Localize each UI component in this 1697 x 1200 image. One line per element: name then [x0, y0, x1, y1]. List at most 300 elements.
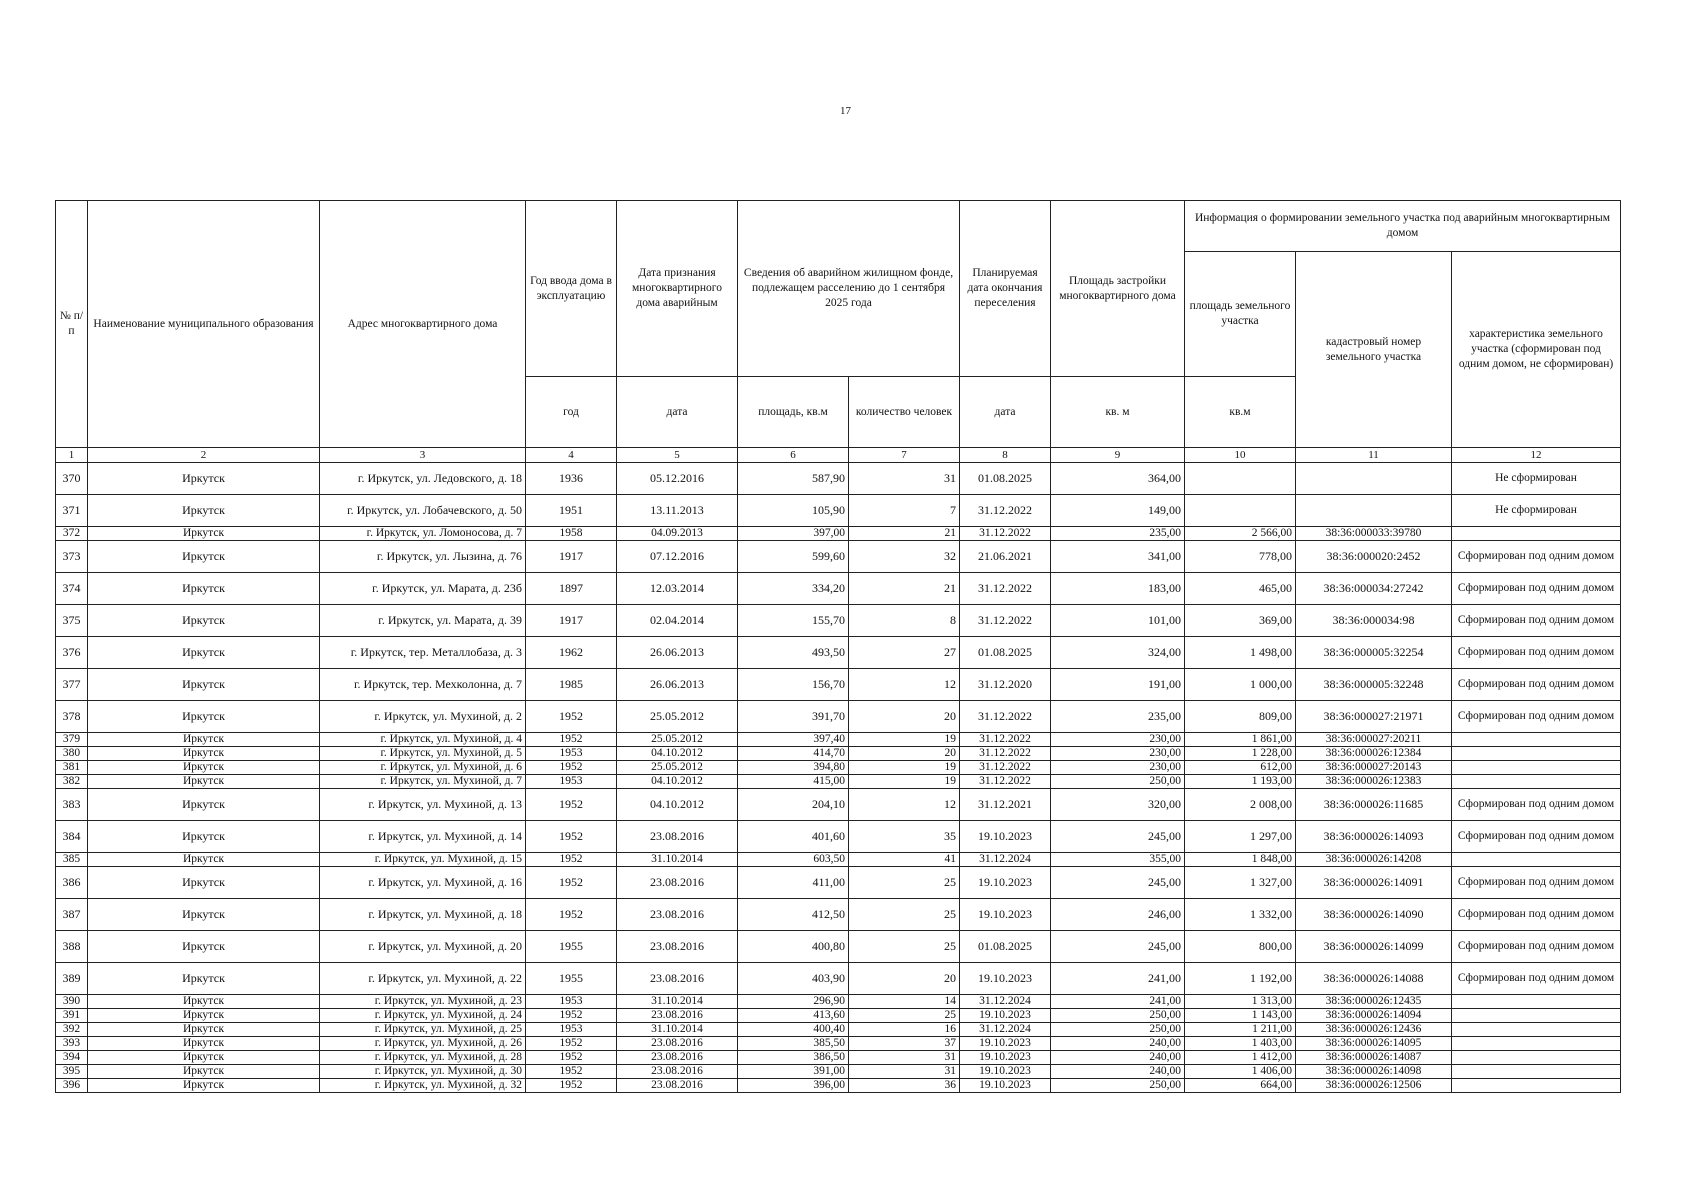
header-land-area: площадь земельного участка — [1185, 252, 1296, 377]
municipality-cell: Иркутск — [88, 637, 320, 669]
planned-date-cell: 19.10.2023 — [960, 1009, 1051, 1023]
year-cell: 1952 — [526, 821, 617, 853]
row-number-cell: 372 — [56, 527, 88, 541]
land-characteristic-cell: Сформирован под одним домом — [1452, 789, 1621, 821]
column-number: 8 — [960, 448, 1051, 463]
land-characteristic-cell: Сформирован под одним домом — [1452, 899, 1621, 931]
column-number: 11 — [1296, 448, 1452, 463]
address-cell: г. Иркутск, ул. Мухиной, д. 23 — [320, 995, 526, 1009]
municipality-cell: Иркутск — [88, 463, 320, 495]
table-row — [56, 899, 1621, 931]
table-row — [56, 775, 1621, 789]
address-cell: г. Иркутск, ул. Мухиной, д. 26 — [320, 1037, 526, 1051]
recognition-date-cell: 26.06.2013 — [617, 669, 738, 701]
housing-area-cell: 397,40 — [738, 733, 849, 747]
address-cell: г. Иркутск, ул. Мухиной, д. 5 — [320, 747, 526, 761]
cadastral-number-cell: 38:36:000026:14094 — [1296, 1009, 1452, 1023]
row-number-cell: 377 — [56, 669, 88, 701]
built-area-cell: 240,00 — [1051, 1037, 1185, 1051]
housing-area-cell: 396,00 — [738, 1079, 849, 1093]
year-cell: 1952 — [526, 1009, 617, 1023]
housing-area-cell: 400,40 — [738, 1023, 849, 1037]
table-header — [56, 201, 1621, 463]
year-cell: 1952 — [526, 1065, 617, 1079]
municipality-cell: Иркутск — [88, 853, 320, 867]
housing-area-cell: 587,90 — [738, 463, 849, 495]
land-characteristic-cell: Сформирован под одним домом — [1452, 541, 1621, 573]
address-cell: г. Иркутск, ул. Лобачевского, д. 50 — [320, 495, 526, 527]
table-row — [56, 1079, 1621, 1093]
land-characteristic-cell — [1452, 775, 1621, 789]
header-land-info: Информация о формировании земельного участка под аварийным многоквартирным домом — [1185, 201, 1621, 252]
built-area-cell: 241,00 — [1051, 963, 1185, 995]
built-area-cell: 250,00 — [1051, 775, 1185, 789]
address-cell: г. Иркутск, ул. Мухиной, д. 20 — [320, 931, 526, 963]
table-body — [56, 463, 1621, 1093]
municipality-cell: Иркутск — [88, 1051, 320, 1065]
column-number: 10 — [1185, 448, 1296, 463]
people-count-cell: 27 — [849, 637, 960, 669]
land-area-cell: 1 192,00 — [1185, 963, 1296, 995]
people-count-cell: 25 — [849, 867, 960, 899]
built-area-cell: 320,00 — [1051, 789, 1185, 821]
table-row — [56, 1051, 1621, 1065]
built-area-cell: 245,00 — [1051, 867, 1185, 899]
planned-date-cell: 01.08.2025 — [960, 931, 1051, 963]
recognition-date-cell: 05.12.2016 — [617, 463, 738, 495]
row-number-cell: 386 — [56, 867, 88, 899]
housing-area-cell: 403,90 — [738, 963, 849, 995]
built-area-cell: 230,00 — [1051, 733, 1185, 747]
built-area-cell: 101,00 — [1051, 605, 1185, 637]
row-number-cell: 376 — [56, 637, 88, 669]
recognition-date-cell: 23.08.2016 — [617, 1051, 738, 1065]
built-area-cell: 250,00 — [1051, 1079, 1185, 1093]
planned-date-cell: 01.08.2025 — [960, 463, 1051, 495]
municipality-cell: Иркутск — [88, 761, 320, 775]
recognition-date-cell: 07.12.2016 — [617, 541, 738, 573]
housing-area-cell: 394,80 — [738, 761, 849, 775]
unit-plan-date: дата — [960, 377, 1051, 448]
housing-area-cell: 105,90 — [738, 495, 849, 527]
cadastral-number-cell: 38:36:000026:12436 — [1296, 1023, 1452, 1037]
table-row — [56, 605, 1621, 637]
unit-date: дата — [617, 377, 738, 448]
page-number: 17 — [840, 105, 851, 117]
year-cell: 1958 — [526, 527, 617, 541]
land-area-cell: 1 406,00 — [1185, 1065, 1296, 1079]
planned-date-cell: 19.10.2023 — [960, 899, 1051, 931]
cadastral-number-cell — [1296, 495, 1452, 527]
built-area-cell: 149,00 — [1051, 495, 1185, 527]
land-characteristic-cell — [1452, 1023, 1621, 1037]
year-cell: 1955 — [526, 963, 617, 995]
table-row — [56, 527, 1621, 541]
recognition-date-cell: 23.08.2016 — [617, 1009, 738, 1023]
header-num: № п/п — [56, 201, 88, 448]
recognition-date-cell: 23.08.2016 — [617, 821, 738, 853]
municipality-cell: Иркутск — [88, 1037, 320, 1051]
municipality-cell: Иркутск — [88, 1065, 320, 1079]
cadastral-number-cell: 38:36:000026:14090 — [1296, 899, 1452, 931]
housing-area-cell: 411,00 — [738, 867, 849, 899]
land-characteristic-cell: Сформирован под одним домом — [1452, 637, 1621, 669]
land-area-cell: 1 000,00 — [1185, 669, 1296, 701]
header-address: Адрес многоквартирного дома — [320, 201, 526, 448]
land-characteristic-cell: Сформирован под одним домом — [1452, 931, 1621, 963]
built-area-cell: 183,00 — [1051, 573, 1185, 605]
people-count-cell: 19 — [849, 761, 960, 775]
year-cell: 1952 — [526, 789, 617, 821]
row-number-cell: 393 — [56, 1037, 88, 1051]
planned-date-cell: 21.06.2021 — [960, 541, 1051, 573]
land-characteristic-cell — [1452, 1079, 1621, 1093]
recognition-date-cell: 31.10.2014 — [617, 853, 738, 867]
cadastral-number-cell: 38:36:000005:32254 — [1296, 637, 1452, 669]
land-characteristic-cell: Сформирован под одним домом — [1452, 821, 1621, 853]
built-area-cell: 364,00 — [1051, 463, 1185, 495]
unit-land-sqm: кв.м — [1185, 377, 1296, 448]
land-area-cell: 800,00 — [1185, 931, 1296, 963]
year-cell: 1985 — [526, 669, 617, 701]
cadastral-number-cell: 38:36:000034:27242 — [1296, 573, 1452, 605]
municipality-cell: Иркутск — [88, 527, 320, 541]
table-row — [56, 669, 1621, 701]
header-planned-date: Планируемая дата окончания переселения — [960, 201, 1051, 377]
year-cell: 1952 — [526, 1079, 617, 1093]
row-number-cell: 392 — [56, 1023, 88, 1037]
unit-people: количество человек — [849, 377, 960, 448]
emergency-housing-table — [55, 200, 1621, 1093]
planned-date-cell: 31.12.2022 — [960, 733, 1051, 747]
column-number: 9 — [1051, 448, 1185, 463]
table-row — [56, 963, 1621, 995]
land-area-cell: 369,00 — [1185, 605, 1296, 637]
people-count-cell: 31 — [849, 1065, 960, 1079]
land-area-cell: 1 193,00 — [1185, 775, 1296, 789]
municipality-cell: Иркутск — [88, 931, 320, 963]
header-cadastral: кадастровый номер земельного участка — [1296, 252, 1452, 448]
people-count-cell: 31 — [849, 1051, 960, 1065]
people-count-cell: 37 — [849, 1037, 960, 1051]
column-number: 7 — [849, 448, 960, 463]
housing-area-cell: 296,90 — [738, 995, 849, 1009]
planned-date-cell: 19.10.2023 — [960, 867, 1051, 899]
recognition-date-cell: 04.09.2013 — [617, 527, 738, 541]
planned-date-cell: 31.12.2022 — [960, 775, 1051, 789]
year-cell: 1952 — [526, 701, 617, 733]
land-characteristic-cell: Не сформирован — [1452, 495, 1621, 527]
people-count-cell: 25 — [849, 931, 960, 963]
year-cell: 1953 — [526, 747, 617, 761]
municipality-cell: Иркутск — [88, 1023, 320, 1037]
address-cell: г. Иркутск, ул. Мухиной, д. 4 — [320, 733, 526, 747]
table-row — [56, 495, 1621, 527]
cadastral-number-cell: 38:36:000026:14087 — [1296, 1051, 1452, 1065]
row-number-cell: 373 — [56, 541, 88, 573]
address-cell: г. Иркутск, ул. Мухиной, д. 30 — [320, 1065, 526, 1079]
people-count-cell: 20 — [849, 747, 960, 761]
address-cell: г. Иркутск, тер. Мехколонна, д. 7 — [320, 669, 526, 701]
built-area-cell: 341,00 — [1051, 541, 1185, 573]
built-area-cell: 324,00 — [1051, 637, 1185, 669]
municipality-cell: Иркутск — [88, 1009, 320, 1023]
row-number-cell: 371 — [56, 495, 88, 527]
recognition-date-cell: 23.08.2016 — [617, 1079, 738, 1093]
land-characteristic-cell — [1452, 761, 1621, 775]
land-area-cell: 1 332,00 — [1185, 899, 1296, 931]
row-number-cell: 385 — [56, 853, 88, 867]
year-cell: 1952 — [526, 867, 617, 899]
table-row — [56, 701, 1621, 733]
people-count-cell: 8 — [849, 605, 960, 637]
cadastral-number-cell: 38:36:000027:21971 — [1296, 701, 1452, 733]
cadastral-number-cell: 38:36:000026:14095 — [1296, 1037, 1452, 1051]
header-built-area: Площадь застройки многоквартирного дома — [1051, 201, 1185, 377]
address-cell: г. Иркутск, ул. Мухиной, д. 14 — [320, 821, 526, 853]
municipality-cell: Иркутск — [88, 995, 320, 1009]
land-area-cell: 465,00 — [1185, 573, 1296, 605]
row-number-cell: 378 — [56, 701, 88, 733]
people-count-cell: 21 — [849, 573, 960, 605]
row-number-cell: 379 — [56, 733, 88, 747]
built-area-cell: 240,00 — [1051, 1065, 1185, 1079]
cadastral-number-cell: 38:36:000005:32248 — [1296, 669, 1452, 701]
housing-area-cell: 599,60 — [738, 541, 849, 573]
cadastral-number-cell: 38:36:000026:14098 — [1296, 1065, 1452, 1079]
land-area-cell: 809,00 — [1185, 701, 1296, 733]
built-area-cell: 246,00 — [1051, 899, 1185, 931]
address-cell: г. Иркутск, ул. Ледовского, д. 18 — [320, 463, 526, 495]
people-count-cell: 21 — [849, 527, 960, 541]
row-number-cell: 396 — [56, 1079, 88, 1093]
land-area-cell: 664,00 — [1185, 1079, 1296, 1093]
built-area-cell: 230,00 — [1051, 747, 1185, 761]
municipality-cell: Иркутск — [88, 747, 320, 761]
housing-area-cell: 385,50 — [738, 1037, 849, 1051]
people-count-cell: 25 — [849, 1009, 960, 1023]
header-land-characteristic: характеристика земельного участка (сформирован под одним домом, не сформирован) — [1452, 252, 1621, 448]
people-count-cell: 31 — [849, 463, 960, 495]
municipality-cell: Иркутск — [88, 963, 320, 995]
people-count-cell: 32 — [849, 541, 960, 573]
cadastral-number-cell: 38:36:000026:14091 — [1296, 867, 1452, 899]
table-row — [56, 573, 1621, 605]
people-count-cell: 20 — [849, 963, 960, 995]
row-number-cell: 374 — [56, 573, 88, 605]
people-count-cell: 12 — [849, 669, 960, 701]
address-cell: г. Иркутск, ул. Лызина, д. 76 — [320, 541, 526, 573]
cadastral-number-cell: 38:36:000026:14208 — [1296, 853, 1452, 867]
land-area-cell: 1 313,00 — [1185, 995, 1296, 1009]
year-cell: 1936 — [526, 463, 617, 495]
land-characteristic-cell — [1452, 527, 1621, 541]
built-area-cell: 235,00 — [1051, 701, 1185, 733]
planned-date-cell: 19.10.2023 — [960, 1037, 1051, 1051]
recognition-date-cell: 12.03.2014 — [617, 573, 738, 605]
address-cell: г. Иркутск, ул. Мухиной, д. 2 — [320, 701, 526, 733]
land-characteristic-cell — [1452, 995, 1621, 1009]
row-number-cell: 390 — [56, 995, 88, 1009]
land-characteristic-cell — [1452, 853, 1621, 867]
column-number: 5 — [617, 448, 738, 463]
built-area-cell: 245,00 — [1051, 931, 1185, 963]
address-cell: г. Иркутск, ул. Мухиной, д. 6 — [320, 761, 526, 775]
table-row — [56, 995, 1621, 1009]
table-row — [56, 853, 1621, 867]
built-area-cell: 235,00 — [1051, 527, 1185, 541]
land-area-cell: 1 498,00 — [1185, 637, 1296, 669]
table-row — [56, 637, 1621, 669]
header-housing-info: Сведения об аварийном жилищном фонде, подлежащем расселению до 1 сентября 2025 года — [738, 201, 960, 377]
address-cell: г. Иркутск, ул. Мухиной, д. 28 — [320, 1051, 526, 1065]
cadastral-number-cell: 38:36:000034:98 — [1296, 605, 1452, 637]
land-characteristic-cell: Сформирован под одним домом — [1452, 605, 1621, 637]
housing-area-cell: 413,60 — [738, 1009, 849, 1023]
address-cell: г. Иркутск, ул. Мухиной, д. 24 — [320, 1009, 526, 1023]
land-area-cell: 1 228,00 — [1185, 747, 1296, 761]
cadastral-number-cell: 38:36:000026:12384 — [1296, 747, 1452, 761]
recognition-date-cell: 26.06.2013 — [617, 637, 738, 669]
land-characteristic-cell — [1452, 1009, 1621, 1023]
planned-date-cell: 19.10.2023 — [960, 1051, 1051, 1065]
housing-area-cell: 156,70 — [738, 669, 849, 701]
year-cell: 1952 — [526, 853, 617, 867]
row-number-cell: 394 — [56, 1051, 88, 1065]
address-cell: г. Иркутск, тер. Металлобаза, д. 3 — [320, 637, 526, 669]
year-cell: 1953 — [526, 775, 617, 789]
land-area-cell: 1 327,00 — [1185, 867, 1296, 899]
land-area-cell: 1 861,00 — [1185, 733, 1296, 747]
people-count-cell: 19 — [849, 775, 960, 789]
recognition-date-cell: 31.10.2014 — [617, 1023, 738, 1037]
year-cell: 1917 — [526, 541, 617, 573]
column-number: 12 — [1452, 448, 1621, 463]
planned-date-cell: 31.12.2021 — [960, 789, 1051, 821]
planned-date-cell: 19.10.2023 — [960, 1065, 1051, 1079]
built-area-cell: 191,00 — [1051, 669, 1185, 701]
land-area-cell: 1 403,00 — [1185, 1037, 1296, 1051]
recognition-date-cell: 31.10.2014 — [617, 995, 738, 1009]
built-area-cell: 250,00 — [1051, 1023, 1185, 1037]
cadastral-number-cell: 38:36:000027:20211 — [1296, 733, 1452, 747]
row-number-cell: 370 — [56, 463, 88, 495]
land-characteristic-cell: Сформирован под одним домом — [1452, 867, 1621, 899]
column-numbers-row — [56, 448, 1621, 463]
planned-date-cell: 31.12.2022 — [960, 573, 1051, 605]
unit-built-sqm: кв. м — [1051, 377, 1185, 448]
recognition-date-cell: 23.08.2016 — [617, 899, 738, 931]
table-row — [56, 747, 1621, 761]
table-row — [56, 1009, 1621, 1023]
planned-date-cell: 31.12.2022 — [960, 527, 1051, 541]
cadastral-number-cell: 38:36:000033:39780 — [1296, 527, 1452, 541]
recognition-date-cell: 23.08.2016 — [617, 1037, 738, 1051]
land-characteristic-cell: Сформирован под одним домом — [1452, 963, 1621, 995]
row-number-cell: 388 — [56, 931, 88, 963]
table-row — [56, 1037, 1621, 1051]
people-count-cell: 14 — [849, 995, 960, 1009]
table-row — [56, 821, 1621, 853]
land-characteristic-cell — [1452, 733, 1621, 747]
planned-date-cell: 31.12.2022 — [960, 495, 1051, 527]
land-area-cell: 1 412,00 — [1185, 1051, 1296, 1065]
planned-date-cell: 31.12.2020 — [960, 669, 1051, 701]
recognition-date-cell: 23.08.2016 — [617, 867, 738, 899]
recognition-date-cell: 04.10.2012 — [617, 775, 738, 789]
planned-date-cell: 01.08.2025 — [960, 637, 1051, 669]
cadastral-number-cell: 38:36:000026:14093 — [1296, 821, 1452, 853]
row-number-cell: 380 — [56, 747, 88, 761]
address-cell: г. Иркутск, ул. Мухиной, д. 25 — [320, 1023, 526, 1037]
row-number-cell: 375 — [56, 605, 88, 637]
table-row — [56, 931, 1621, 963]
address-cell: г. Иркутск, ул. Мухиной, д. 22 — [320, 963, 526, 995]
cadastral-number-cell: 38:36:000026:12383 — [1296, 775, 1452, 789]
people-count-cell: 35 — [849, 821, 960, 853]
row-number-cell: 381 — [56, 761, 88, 775]
housing-area-cell: 397,00 — [738, 527, 849, 541]
land-characteristic-cell: Сформирован под одним домом — [1452, 669, 1621, 701]
recognition-date-cell: 04.10.2012 — [617, 789, 738, 821]
housing-area-cell: 415,00 — [738, 775, 849, 789]
municipality-cell: Иркутск — [88, 541, 320, 573]
land-area-cell: 2 566,00 — [1185, 527, 1296, 541]
municipality-cell: Иркутск — [88, 495, 320, 527]
municipality-cell: Иркутск — [88, 867, 320, 899]
municipality-cell: Иркутск — [88, 733, 320, 747]
housing-area-cell: 493,50 — [738, 637, 849, 669]
planned-date-cell: 31.12.2022 — [960, 605, 1051, 637]
row-number-cell: 384 — [56, 821, 88, 853]
planned-date-cell: 31.12.2022 — [960, 747, 1051, 761]
planned-date-cell: 31.12.2022 — [960, 761, 1051, 775]
planned-date-cell: 31.12.2022 — [960, 701, 1051, 733]
municipality-cell: Иркутск — [88, 573, 320, 605]
row-number-cell: 383 — [56, 789, 88, 821]
header-recognition-date: Дата признания многоквартирного дома аварийным — [617, 201, 738, 377]
address-cell: г. Иркутск, ул. Мухиной, д. 16 — [320, 867, 526, 899]
cadastral-number-cell: 38:36:000026:14099 — [1296, 931, 1452, 963]
land-area-cell: 1 297,00 — [1185, 821, 1296, 853]
address-cell: г. Иркутск, ул. Мухиной, д. 32 — [320, 1079, 526, 1093]
table-row — [56, 463, 1621, 495]
municipality-cell: Иркутск — [88, 701, 320, 733]
table-row — [56, 1023, 1621, 1037]
built-area-cell: 250,00 — [1051, 1009, 1185, 1023]
people-count-cell: 20 — [849, 701, 960, 733]
housing-area-cell: 401,60 — [738, 821, 849, 853]
row-number-cell: 387 — [56, 899, 88, 931]
housing-area-cell: 391,70 — [738, 701, 849, 733]
housing-area-cell: 155,70 — [738, 605, 849, 637]
table-row — [56, 541, 1621, 573]
housing-area-cell: 391,00 — [738, 1065, 849, 1079]
planned-date-cell: 19.10.2023 — [960, 821, 1051, 853]
address-cell: г. Иркутск, ул. Марата, д. 23б — [320, 573, 526, 605]
recognition-date-cell: 23.08.2016 — [617, 963, 738, 995]
cadastral-number-cell: 38:36:000027:20143 — [1296, 761, 1452, 775]
table-row — [56, 1065, 1621, 1079]
land-characteristic-cell — [1452, 1051, 1621, 1065]
housing-area-cell: 400,80 — [738, 931, 849, 963]
unit-area: площадь, кв.м — [738, 377, 849, 448]
year-cell: 1897 — [526, 573, 617, 605]
land-area-cell: 778,00 — [1185, 541, 1296, 573]
land-area-cell: 612,00 — [1185, 761, 1296, 775]
table-row — [56, 867, 1621, 899]
people-count-cell: 41 — [849, 853, 960, 867]
